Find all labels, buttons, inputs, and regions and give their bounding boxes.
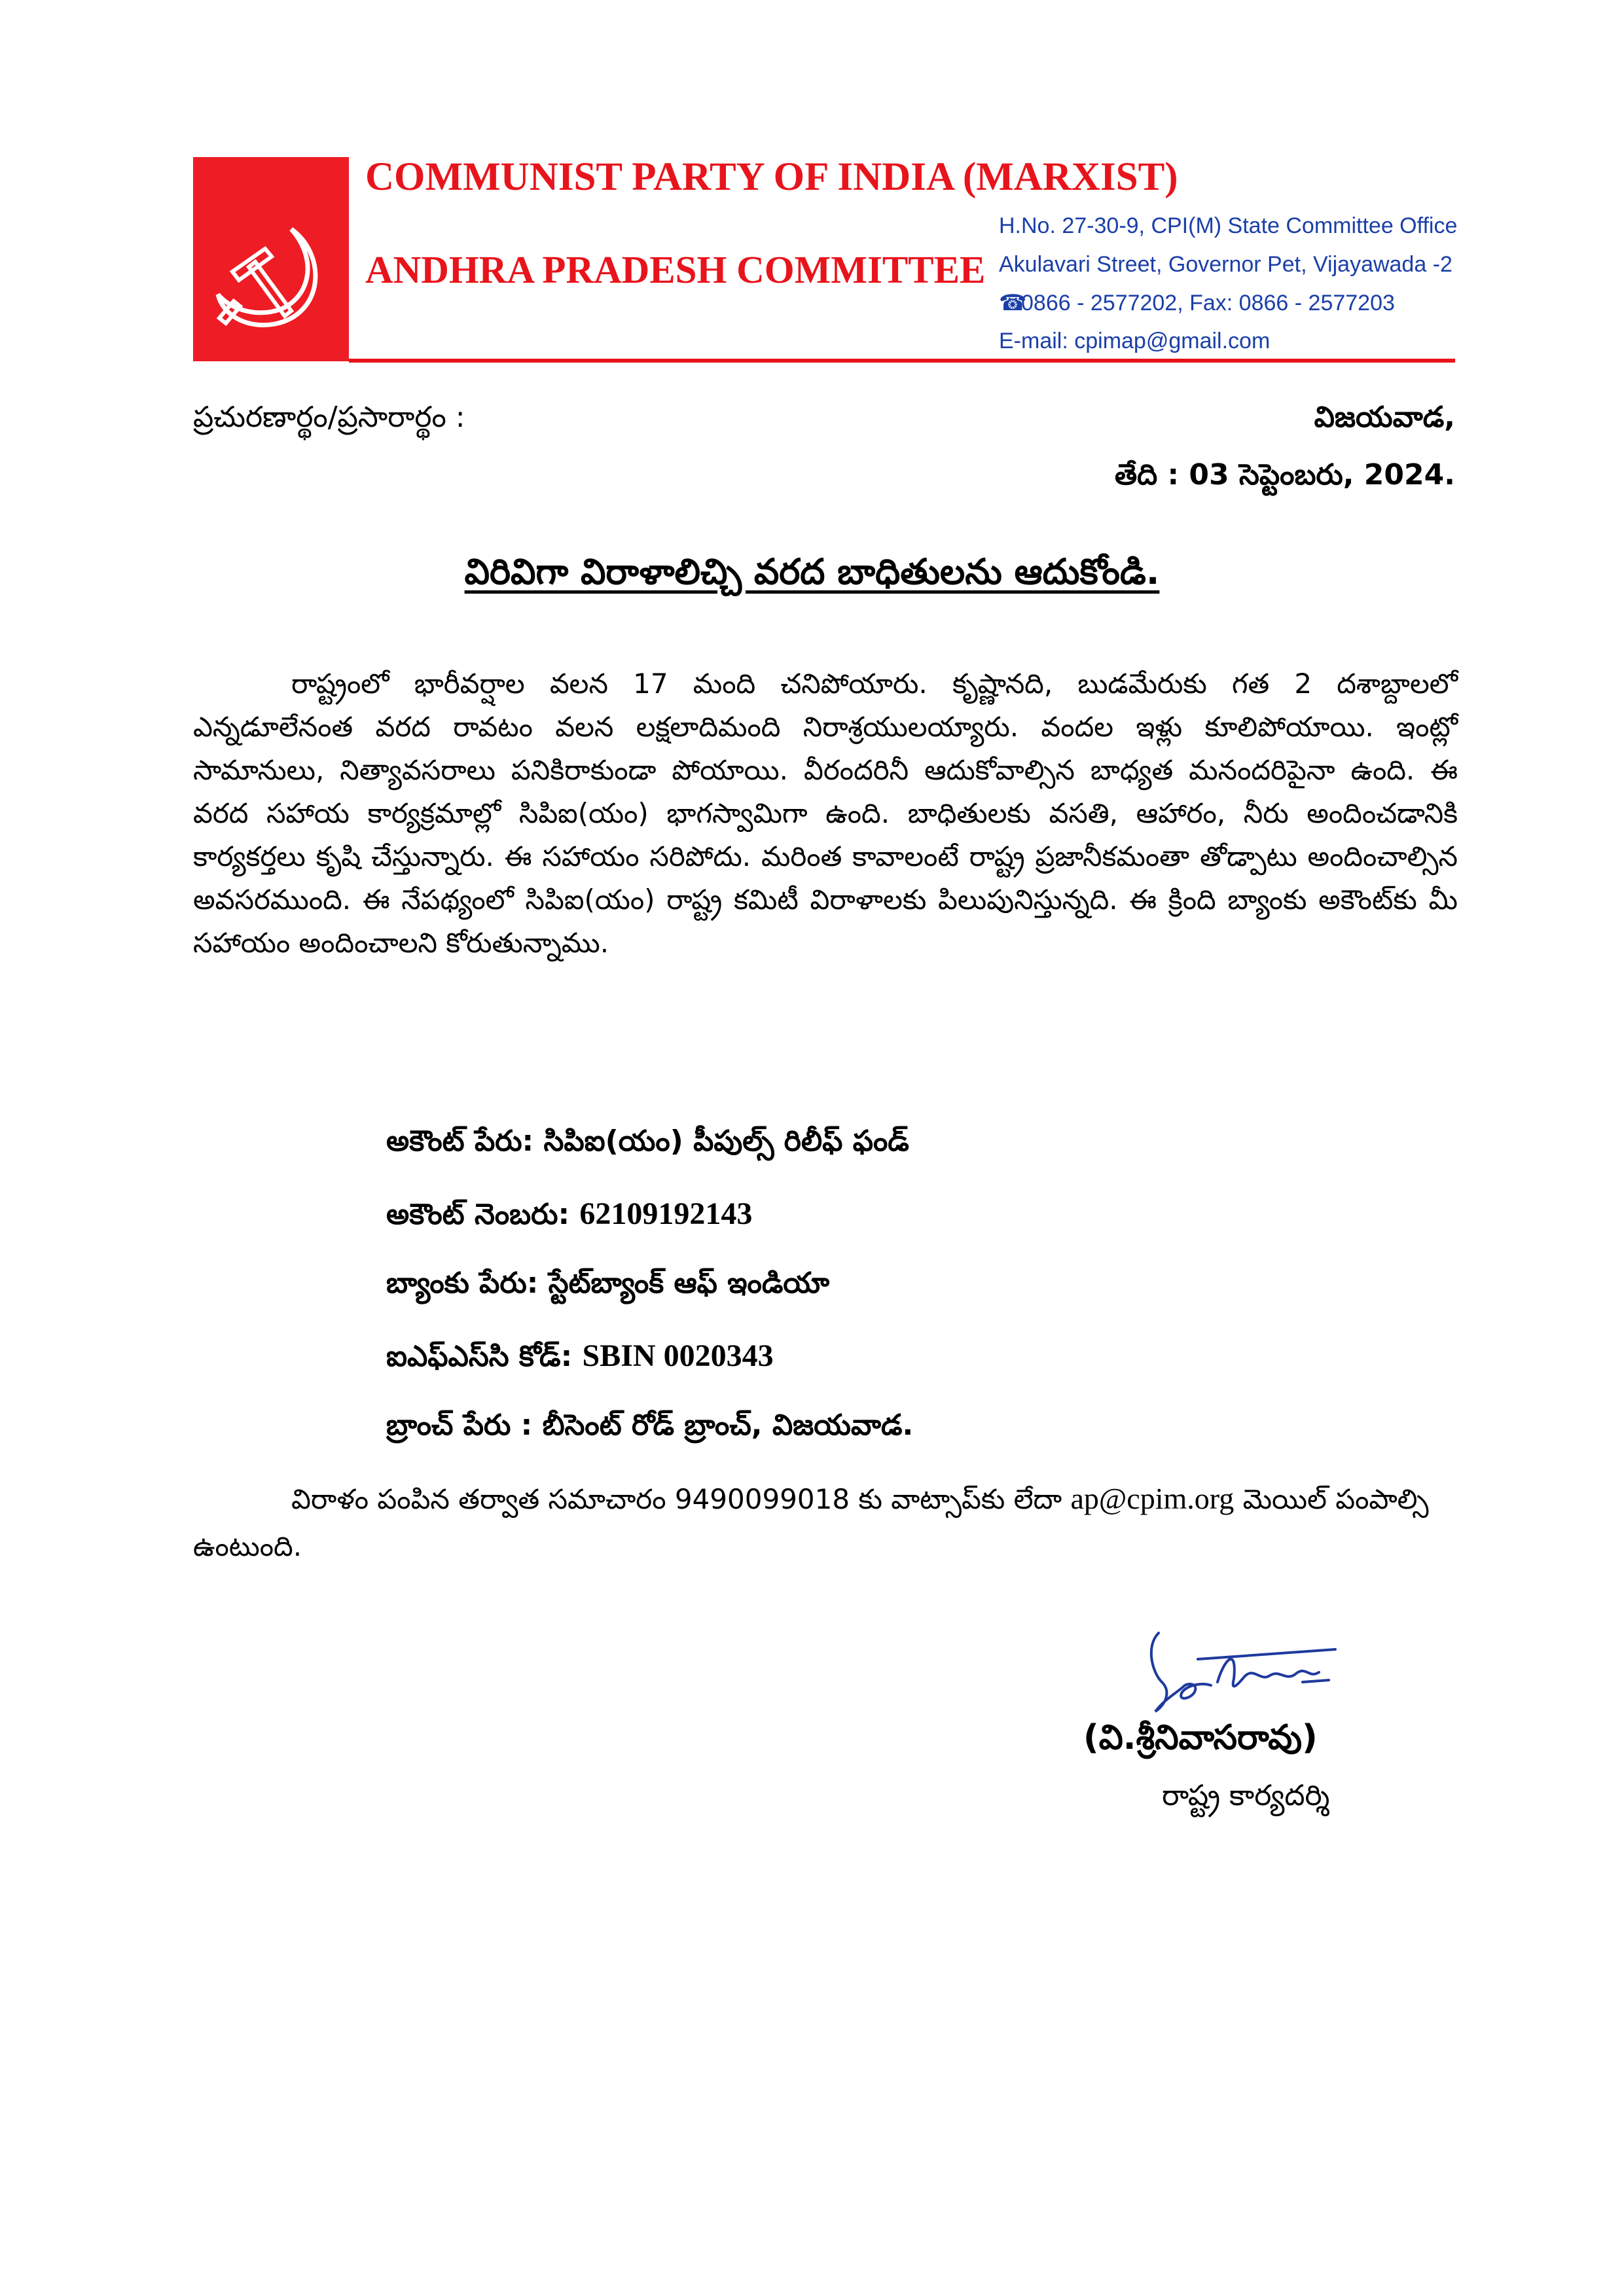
account-number-value: 62109192143 [579, 1196, 753, 1231]
email-line[interactable]: E-mail: cpimap@gmail.com [999, 329, 1271, 353]
committee-name: ANDHRA PRADESH COMMITTEE [365, 248, 986, 291]
bank-name-label: బ్యాంకు పేరు: [386, 1266, 539, 1300]
address-line-1: H.No. 27-30-9, CPI(M) State Committee Office [999, 213, 1458, 238]
date: తేది : 03 సెప్టెంబరు, 2024. [1114, 458, 1455, 492]
phone-text: 0866 - 2577202, Fax: 0866 - 2577203 [1021, 291, 1395, 315]
ifsc-value: SBIN 0020343 [582, 1338, 774, 1373]
branch-value: బీసెంట్ రోడ్ బ్రాంచ్, విజయవాడ. [542, 1408, 914, 1442]
body-paragraph [193, 662, 1458, 965]
headline-text: విరివిగా విరాళాలిచ్చి వరద బాధితులను ఆదుకోండి. [464, 551, 1160, 592]
bank-name-row [386, 1266, 829, 1307]
ifsc-row [386, 1338, 774, 1380]
hammer-sickle-icon [193, 157, 349, 361]
closing-paragraph [193, 1475, 1458, 1570]
address-line-2: Akulavari Street, Governor Pet, Vijayawada -2 [999, 252, 1453, 277]
phone-icon: ☎ [999, 291, 1027, 315]
closing-text-1: విరాళం పంపిన తర్వాత సమాచారం 9490099018 కు వాట్సాప్‌కు లేదా [291, 1483, 1062, 1515]
phone-line [999, 290, 1395, 316]
account-name-row [386, 1124, 909, 1165]
branch-row [386, 1408, 913, 1449]
signatory-name: (వి.శ్రీనివాసరావు) [1083, 1718, 1318, 1757]
closing-text-2: మెయిల్ పంపాల్సి ఉంటుంది. [193, 1483, 1429, 1562]
signatory-title: రాష్ట్ర కార్యదర్శి [1162, 1779, 1330, 1812]
party-logo [193, 157, 349, 361]
header-divider [349, 359, 1455, 363]
account-name-label: అకౌంట్ పేరు: [386, 1124, 534, 1158]
place: విజయవాడ, [1314, 401, 1455, 434]
org-name: COMMUNIST PARTY OF INDIA (MARXIST) [365, 155, 1178, 199]
ifsc-label: ఐఎఫ్ఎస్‌సి కోడ్: [386, 1340, 573, 1373]
contact-email[interactable]: ap@cpim.org [1070, 1482, 1235, 1515]
body-text: రాష్ట్రంలో భారీవర్షాల వలన 17 మంది చనిపోయారు. కృష్ణానది, బుడమేరుకు గత 2 దశాబ్దాలలో ఎన్నడూలేనంత వరద రావటం వలన లక్షలాదిమంది నిరాశ్రయులయ్యారు. వందల ఇళ్లు కూలిపోయాయి. ఇంట్లో సామానులు, నిత్యావసరాలు పనికిరాకుండా పోయాయి. వీరందరినీ ఆదుకోవాల్సిన బాధ్యత మనందరిపైనా ఉంది. ఈ వరద సహాయ కార్యక్రమాల్లో సిపిఐ(యం) భాగస్వామిగా ఉంది. బాధితులకు వసతి, ఆహారం, నీరు అందించడానికి కార్యకర్తలు కృషి చేస్తున్నారు. ఈ సహాయం సరిపోదు. మరింత కావాలంటే రాష్ట్ర ప్రజానీకమంతా తోడ్పాటు అందించాల్సిన అవసరముంది. ఈ నేపథ్యంలో సిపిఐ(యం) రాష్ట్ర కమిటీ విరాళాలకు పిలుపునిస్తున్నది. ఈ క్రింది బ్యాంకు అకౌంట్‌కు మీ సహాయం అందించాలని కోరుతున్నాము. [193, 668, 1458, 959]
account-number-row [386, 1196, 752, 1238]
bank-name-value: స్టేట్‌బ్యాంక్ ఆఫ్ ఇండియా [548, 1266, 830, 1300]
headline [0, 551, 1624, 601]
signature [1139, 1620, 1388, 1725]
account-number-label: అకౌంట్ నెంబరు: [386, 1198, 570, 1231]
branch-label: బ్రాంచ్ పేరు : [386, 1408, 533, 1442]
release-label: ప్రచురణార్థం/ప్రసారార్థం : [193, 401, 465, 434]
account-name-value: సిపిఐ(యం) పీపుల్స్ రిలీఫ్ ఫండ్ [543, 1124, 909, 1158]
